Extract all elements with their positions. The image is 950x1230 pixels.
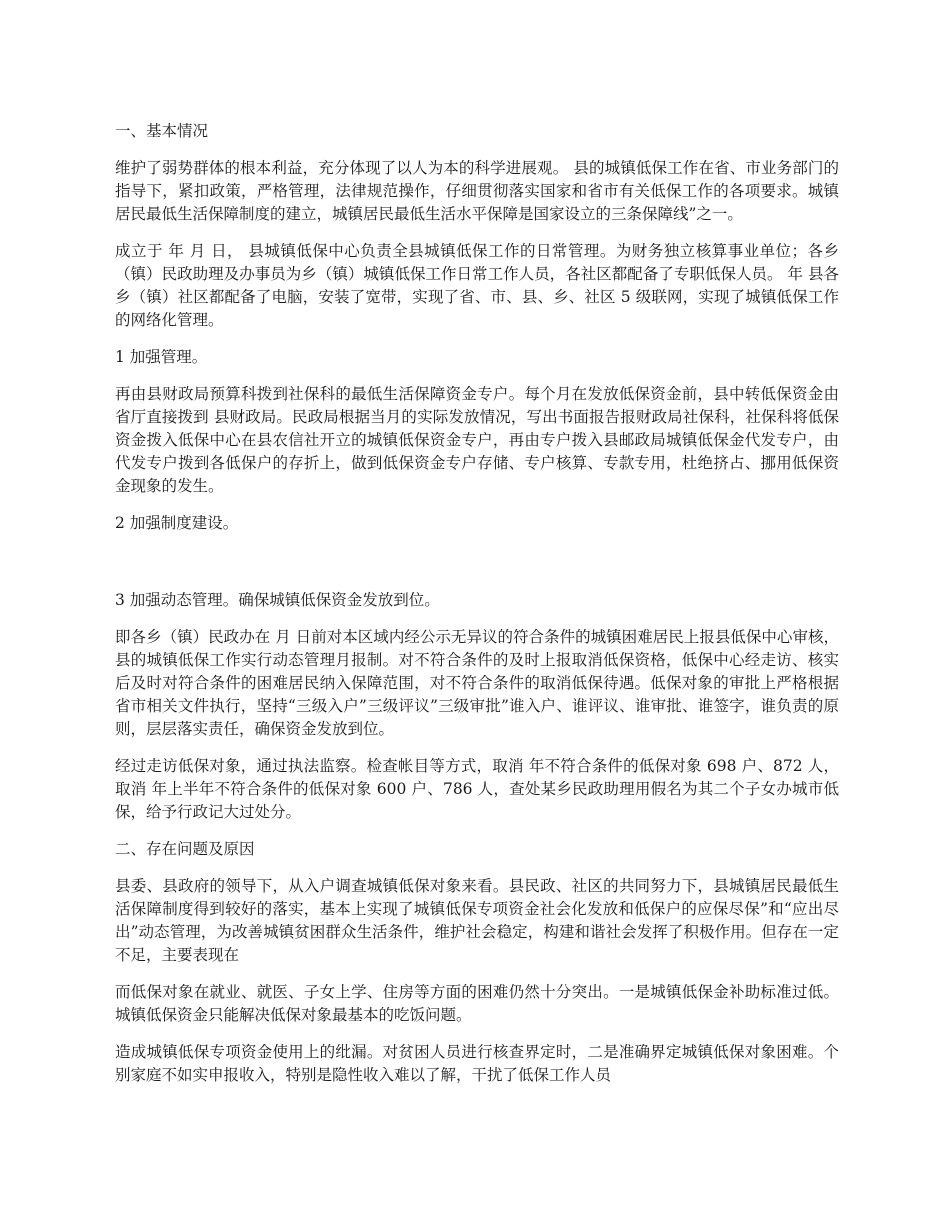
spacer bbox=[115, 549, 839, 589]
paragraph-4: 即各乡（镇）民政办在 月 日前对本区域内经公示无异议的符合条件的城镇困难居民上报县低保中心审核， 县的城镇低保工作实行动态管理月报制。对不符合条件的及时上报取消低保资格，低保中心经走访、核实后及时对符合条件的困难居民纳入保障范围，对不符合条件的取消低保待遇。低保对象的审批上严格根据省市相关文件执行，坚持“三级入户”三级评议”三级审批”谁入户、谁评议、谁审批、谁签字，谁负责的原则，层层落实责任，确保资金发放到位。 bbox=[115, 628, 839, 738]
paragraph-6: 县委、县政府的领导下，从入户调查城镇低保对象来看。县民政、社区的共同努力下，县城镇居民最低生活保障制度得到较好的落实，基本上实现了城镇低保专项资金社会化发放和低保户的应保尽保”和“应出尽出”动态管理，为改善城镇贫困群众生活条件，维护社会稳定，构建和谐社会发挥了积极作用。但存在一定不足，主要表现在 bbox=[115, 877, 839, 964]
item-heading-1: 1 加强管理。 bbox=[115, 348, 208, 366]
section-heading-problems: 二、存在问题及原因 bbox=[115, 840, 255, 858]
document-page bbox=[115, 120, 839, 1101]
paragraph-3: 再由县财政局预算科拨到社保科的最低生活保障资金专户。每个月在发放低保资金前，县中转低保资金由省厅直接拨到 县财政局。民政局根据当月的实际发放情况，写出书面报告报财政局社保科，社保科将低保资金拨入低保中心在县农信社开立的城镇低保资金专户，再由专户拨入县邮政局城镇低保金代发专户，由代发专户拨到各低保户的存折上，做到低保资金专户存储、专户核算、专款专用，杜绝挤占、挪用低保资金现象的发生。 bbox=[115, 385, 839, 495]
paragraph-1: 维护了弱势群体的根本利益，充分体现了以人为本的科学进展观。 县的城镇低保工作在省、市业务部门的指导下，紧扣政策，严格管理，法律规范操作，仔细贯彻落实国家和省市有关低保工作的各项要求。城镇居民最低生活保障制度的建立，城镇居民最低生活水平保障是国家设立的三条保障线”之一。 bbox=[115, 159, 839, 223]
item-heading-3: 3 加强动态管理。确保城镇低保资金发放到位。 bbox=[115, 591, 440, 609]
item-heading-2: 2 加强制度建设。 bbox=[115, 514, 239, 532]
paragraph-5: 经过走访低保对象，通过执法监察。检查帐目等方式，取消 年不符合条件的低保对象 698 户、872 人，取消 年上半年不符合条件的低保对象 600 户、786 人，查处某乡民政助理用假名为其二个子女办城市低保，给予行政记大过处分。 bbox=[115, 757, 839, 821]
section-heading-basic-situation: 一、基本情况 bbox=[115, 122, 209, 140]
paragraph-7: 而低保对象在就业、就医、子女上学、住房等方面的困难仍然十分突出。一是城镇低保金补助标准过低。城镇低保资金只能解决低保对象最基本的吃饭问题。 bbox=[115, 983, 839, 1024]
paragraph-8: 造成城镇低保专项资金使用上的纰漏。对贫困人员进行核查界定时，二是准确界定城镇低保对象困难。个别家庭不如实申报收入，特别是隐性收入难以了解，干扰了低保工作人员 bbox=[115, 1043, 839, 1084]
paragraph-2: 成立于 年 月 日， 县城镇低保中心负责全县城镇低保工作的日常管理。为财务独立核算事业单位；各乡（镇）民政助理及办事员为乡（镇）城镇低保工作日常工作人员，各社区都配备了专职低保人员。 年 县各乡（镇）社区都配备了电脑，安装了宽带，实现了省、市、县、乡、社区 5 级联网，实现了城镇低保工作的网络化管理。 bbox=[115, 242, 839, 329]
